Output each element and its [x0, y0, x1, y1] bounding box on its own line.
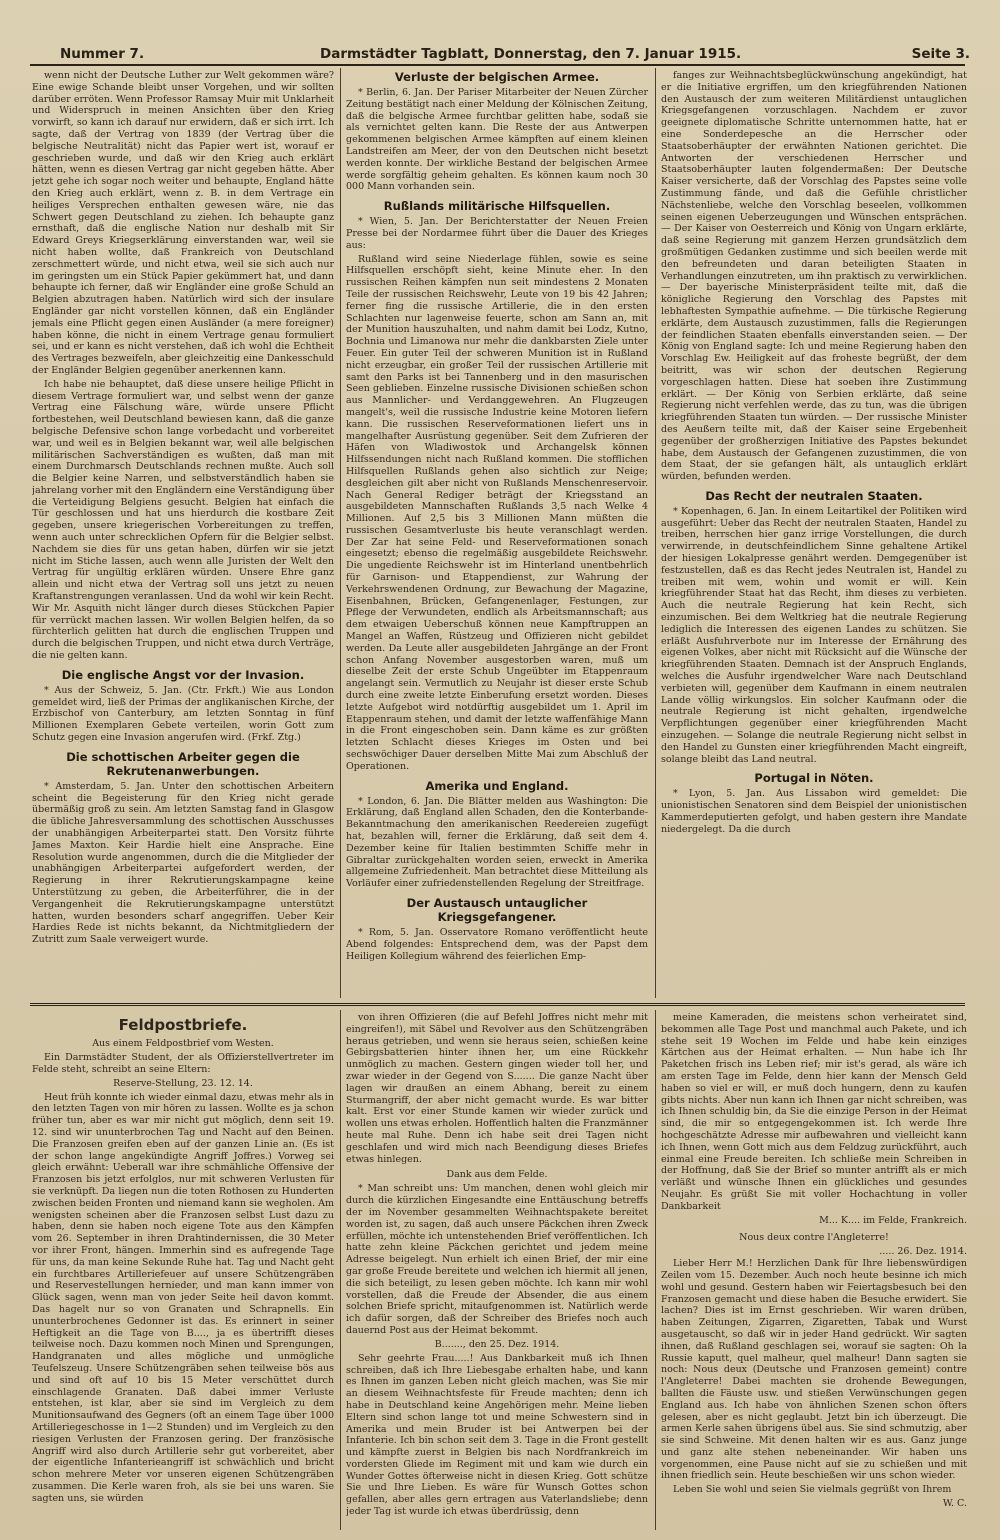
article-paragraph: * Wien, 5. Jan. Der Berichterstatter der Neuen Freien Presse bei der Nordarmee führt über die Dauer des Krieges aus:: [346, 216, 648, 251]
article-paragraph: Ich habe nie behauptet, daß diese unsere heilige Pflicht in diesem Vertrage formuliert war, und selbst wenn der ganze Vertrag eine Fälschung wäre, würde unsere Pflicht fortbestehen, weil Deutschland bewiesen kann, daß die ganze belgische Defensive schon lange vorbedacht und vorbereitet war, und weil es in Belgien bekannt war, weil alle belgischen militärischen Sachverständigen es wußten, daß man mit einem Durchmarsch Deutschlands rechnen mußte. Auch soll die Belgier keine Narren, und selbstverständlich haben sie jahrelang vorher mit den Engländern eine Verständigung über die Verteidigung Belgiens gesucht. Belgien hat einfach die Tür geschlossen und hat uns hierdurch die kostbare Zeit gegeben, unsere kriegerischen Vorbereitungen zu treffen, wenn auch unter schrecklichen Opfern für die Belgier selbst. Nachdem sie dies für uns getan haben, dürfen wir sie jetzt nicht im Stiche lassen, auch wenn alle Juristen der Welt den Vertrag für ungültig erklären würden. Unsere Ehre ganz allein und nicht etwa der Vertrag soll uns jetzt zu neuen Kraftanstrengungen veranlassen. Und da wohl wir kein Recht. Wir Mr. Asquith nicht länger durch dieses Stückchen Papier für verrückt machen lassen. Wir wollen Belgien helfen, da so fürchterlich gelitten hat durch die englischen Truppen und durch die belgischen Truppen, und nicht etwa durch Verträge, die nie gelten kann.: [32, 378, 334, 662]
feldpost-column-2: [346, 1012, 648, 1532]
headline-invasion: Die englische Angst vor der Invasion.: [61, 667, 305, 682]
feldpost-column-3: [661, 1012, 967, 1532]
article-paragraph: * Lyon, 5. Jan. Aus Lissabon wird gemeldet: Die unionistischen Senatoren sind dem Beispiel der unionistischen Kammerdeputierten gefolgt, und haben gestern ihre Mandate niedergelegt. Da die durch: [661, 788, 967, 835]
letter-subtitle-french: Nous deux contre l'Angleterre!: [739, 1232, 889, 1244]
article-paragraph: * Aus der Schweiz, 5. Jan. (Ctr. Frkft.) Wie aus London gemeldet wird, ließ der Primas der anglikanischen Kirche, der Erzbischof von Canterbury, am letzten Sonntag in fünf Millionen Exemplaren Gebete verteilen, worin Gott zum Schutz gegen eine Invasion angerufen wird. (Frkf. Ztg.): [32, 684, 334, 744]
feldpost-subtitle: Aus einem Feldpostbrief vom Westen.: [92, 1038, 274, 1049]
column-1: [32, 70, 334, 998]
letter-paragraph: Heut früh konnte ich wieder einmal dazu, etwas mehr als in den letzten Tagen von mir hören zu lassen. Wollte es ja schon früher tun, aber es war mir nicht gut möglich, denn seit 19. 12. sind wir ununterbrochen Tag und Nacht auf den Beinen. Die Franzosen greifen eben auf der ganzen Linie an. (Es ist der schon lange angekündigte Angriff Joffres.) Vorweg sei gleich erwähnt: Ueberall war ihre schmähliche Offensive der Franzosen bis jetzt erfolglos, nur mit schweren Verlusten für sie verknüpft. Da liegen nun die toten Rothosen zu Hunderten zwischen beiden Fronten und niemand kann sie wegholen. Am wenigsten scheinen aber die Franzosen selbst Lust dazu zu haben, denn sie haben noch eigene Tote aus den Kämpfen vom 26. September in ihren Drahtindernissen, die 30 Meter vor ihrer Front, hängen. Immerhin sind es aufregende Tage für uns, da man keine Sekunde Ruhe hat. Tag und Nacht geht ein furchtbares Artilleriefeuer auf unsere Schützengräben und Reservestellungen hernieder, und man kann immer von Glück sagen, wenn man von jeder Seite heil davon kommt. Das hagelt nur so von Granaten und Schrapnells. Ein ununterbrochenes Gedonner ist das. Es erinnert in seiner Heftigkeit an die Tage von B...., ja es übertrifft dieses teilweise noch. Dazu kommen noch Minen und Sprengungen, Handgranaten und alles mögliche und unmögliche Teufelszeug. Unsere Schützengräben sehen teilweise bös aus und sind oft auf 10 bis 15 Meter verschüttet durch einschlagende Granaten. Daß dabei immer Verluste entstehen, ist klar, aber sie sind im Vergleich zu dem Munitionsaufwand des Gegners (oft an einem Tage über 1000 Artilleriegeschosse in 1—2 Stunden) und im Vergleich zu den riesigen Verlusten der Franzosen gering. Der französische Angriff wird also durch Artillerie sehr gut vorbereitet, aber der eigentliche Infanterieangriff ist schwächlich und bricht schon mehrere Meter vor unseren eigenen Schützengräben zusammen. Die Kerle waren froh, als sie bei uns waren. Sie sagten uns, sie würden: [32, 1091, 334, 1504]
column-divider: [655, 1010, 656, 1530]
headline-prisoner-exchange: Der Austausch untauglicher Kriegsgefangener.: [406, 896, 588, 924]
article-paragraph: Rußland wird seine Niederlage fühlen, sowie es seine Hilfsquellen erschöpft sieht, keine Minute eher. In den russischen Reihen kämpfen nun seit mindestens 2 Monaten Teile der russischen Reichswehr, Leute von 19 bis 42 Jahren; ferner fing die russische Artillerie, die in den ersten Schlachten nur lagenweise feuerte, schon am Sann an, mit der Munition hauszuhalten, und nahm damit bei Lodz, Kutno, Bochnia und Limanowa nur mehr die dankbarsten Ziele unter Feuer. Ein guter Teil der schweren Munition ist in Rußland nicht erzeugbar, ein großer Teil der russischen Artillerie mit samt den Parks ist bei Tannenberg und in den masurischen Seen geblieben. Einzelne russische Divisionen schießen schon aus Mannlicher- und Verdanggewehren. An Flugzeugen mangelt's, weil die russische Industrie keine Motoren liefern kann. Die russischen Reserveformationen liefert uns in mangelhafter Ausrüstung gegenüber. Seit dem Zufrieren der Häfen von Wladiwostok und Archangelsk können Hilfssendungen nicht nach Rußland kommen. Die stofflichen Hilfsquellen Rußlands gehen also sichtlich zur Neige; desgleichen gilt aber nicht von Rußlands Menschenreservoir. Nach General Rediger beträgt der Kriegsstand an ausgebildeten Mannschaften Rußlands 3,5 nach Welke 4 Millionen. Auf 2,5 bis 3 Millionen Mann müßten die russischen Gesamtverluste bis heute veranschlagt werden. Der Zar hat seine Feld- und Reserveformationen sonach eingesetzt; ebenso die regelmäßig ausgebildete Reichswehr. Die ungediente Reichswehr ist im Hinterland unentbehrlich für Garnison- und Etappendienst, zur Wahrung der Verkehrswendenen Ordnung, zur Bewachung der Magazine, Eisenbahnen, Brücken, Gefangenenlager, Festungen, zur Pflege der Verwundeten, endlich als Arbeitsmannschaft; aus dem etwaigen Ueberschuß können neue Kampftruppen an Mangel an Waffen, Rüstzeug und Offizieren nicht gebildet werden. Da Leute aller ausgebildeten Jahrgänge an der Front schon Anfang November ausgestorben waren, muß um dieselbe Zeit der erste Schub Ungeübter im Etappenraum angelangt sein. Vermutlich zu Neujahr ist dieser erste Schub durch eine zweite letzte Einberufung ersetzt worden. Dieses letzte Aufgebot wird notdürftig ausgebildet um 1. April im Etappenraum stehen, und damit der letzte waffenfähige Mann in die Front eingeschoben sein. Dann käme es zur größten letzten Schlacht dieses Krieges im Osten und bei sechswöchiger Dauer derselben Mitte Mai zum Abschluß der Operationen.: [346, 253, 648, 772]
article-paragraph: * Berlin, 6. Jan. Der Pariser Mitarbeiter der Neuen Zürcher Zeitung bestätigt nach einer Meldung der Kölnischen Zeitung, daß die belgische Armee furchtbar gelitten habe, sodaß sie als vernichtet gelten kann. Die Reste der aus Antwerpen gekommenen belgischen Armee kämpften auf einem kleinen Landstreifen am Meer, der von den Deutschen nicht besetzt werden konnte. Der wirkliche Bestand der belgischen Armee werde sorgfältig geheim gehalten. Es können kaum noch 30 000 Mann vorhanden sein.: [346, 87, 648, 193]
headline-russia-resources: Rußlands militärische Hilfsquellen.: [383, 199, 611, 214]
section-rule: [30, 1003, 965, 1006]
masthead-title: Darmstädter Tagblatt, Donnerstag, den 7. Januar 1915.: [320, 46, 742, 62]
headline-portugal: Portugal in Nöten.: [754, 771, 874, 786]
letter-paragraph: Lieber Herr M.! Herzlichen Dank für Ihre liebenswürdigen Zeilen vom 15. Dezember. Auch noch heute besinne ich mich wohl und gesund. Gestern haben wir Feiertagsbesuch bei den Franzosen gemacht und diese haben die Besuche erwidert. Sie lachen? Dies ist im Ernst geschrieben. Wir waren drüben, haben Zeitungen, Zigarren, Zigaretten, Tabak und Wurst ausgetauscht, so daß wir in jeder Hand gedrückt. Wir sagten ihnen, daß Rußland geschlagen sei, worauf sie sagten: Oh la Russie kaputt, quel malheur, quel malheur! Dann sagten sie noch: Nous deux (Deutsche und Franzosen gemeint) contre l'Angleterre! Dabei machten sie drohende Bewegungen, ballten die Fäuste usw. und stießen Verwünschungen gegen England aus. Ich habe von ähnlichen Szenen schon öfters gelesen, aber es nicht geglaubt. Jetzt bin ich überzeugt. Die armen Kerle sahen übrigens übel aus. Sie sind schmutzig, aber sie sind Schweine. Mit denen halten wir es aus. Ganz junge und ganz alte stehen nebeneinander. Wir haben uns vorgenommen, eine Pause nicht auf sie zu schießen und mit ihnen friedlich sein. Heute beschießen wir uns schon wieder.: [661, 1258, 967, 1482]
header-rule: [30, 64, 965, 66]
thanks-subtitle: Dank aus dem Felde.: [446, 1169, 548, 1181]
letter-dateline: ..... 26. Dez. 1914.: [879, 1246, 967, 1258]
article-paragraph: fanges zur Weihnachtsbeglückwünschung angekündigt, hat er die Initiative ergriffen, um den kriegführenden Nationen den Austausch der zum weiteren Militärdienst untauglichen Kriegsgefangenen vorzuschlagen. Nachdem er zuvor geeignete diplomatische Schritte unternommen hatte, hat er eine Sonderdepesche an die Herrscher oder Staatsoberhäupter der erwähnten Nationen gerichtet. Die Antworten der verschiedenen Herrscher und Staatsoberhäupter lauten folgendermaßen: Der Deutsche Kaiser versicherte, daß der Vorschlag des Papstes seine volle Zustimmung fände, und daß die Gefühle christlicher Nächstenliebe, welche den Vorschlag beseelen, vollkommen seinen eigenen Ueberzeugungen und Wünschen entsprächen. — Der Kaiser von Oesterreich und König von Ungarn erklärte, daß seine Regierung mit ganzem Herzen grundsätzlich dem großmütigen Gedanken zustimme und sich beeilen werde mit den befreundeten und daran beteiligten Staaten in Verhandlungen einzutreten, um ihn praktisch zu verwirklichen. — Der bayerische Ministerpräsident teilte mit, daß die königliche Regierung den Vorschlag des Papstes mit lebhaftesten Sympathie aufnehme. — Die türkische Regierung erklärte, dem Austausch zuzustimmen, falls die Regierungen der feindlichen Staaten ebenfalls einverstanden seien. — Der König von England sagte: Ich und meine Regierung haben den Vorschlag Ew. Heiligkeit auf das froheste begrüßt, der dem beitritt, was wir schon der deutschen Regierung vorgeschlagen hatten. Diese hat soeben ihre Zustimmung erklärt. — Der König von Serbien erklärte, daß seine Regierung nicht verfehlen werde, das zu tun, was die übrigen kriegführenden Staaten tun würden. — Der russische Minister des Aeußern teilte mit, daß der Kaiser seine Ergebenheit gegenüber der großherzigen Initiative des Papstes bekundet habe, dem Austausch der Gefangenen zuzustimmen, die von dem Staat, der sie gefangen hält, als untauglich erklärt würden, befunden werden.: [661, 70, 967, 483]
letter-paragraph: Leben Sie wohl und seien Sie vielmals gegrüßt von Ihrem: [673, 1484, 952, 1496]
letter-intro: Ein Darmstädter Student, der als Offizierstellvertreter im Felde steht, schreibt an seine Eltern:: [32, 1052, 334, 1075]
headline-america-england: Amerika und England.: [425, 778, 569, 793]
column-divider: [340, 68, 341, 998]
article-paragraph: * Rom, 5. Jan. Osservatore Romano veröffentlicht heute Abend folgendes: Entsprechend dem, was der Papst dem Heiligen Kollegium während des feierlichen Emp-: [346, 927, 648, 962]
letter-paragraph: Sehr geehrte Frau.....! Aus Dankbarkeit muß ich Ihnen schreiben, daß ich Ihre Liebesgabe erhalten habe, und kann es Ihnen im ganzen Leben nicht gleich machen, was Sie mir an diesem Weihnachtsfeste für Freude machten; denn ich habe in Deutschland keine Angehörigen mehr. Meine lieben Eltern sind schon lange tot und meine Schwestern sind in Amerika und mein Bruder ist bei Antwerpen bei der Infanterie. Ich bin schon seit dem 3. Tage in die Front gestellt und kämpfte zuerst in Belgien bis nach Nordfrankreich im vordersten Gliede im Regiment mit und kam wie durch ein Wunder Gottes öfterweise nicht in diesen Krieg. Gott schütze Sie und Ihre Lieben. Es wäre für Wunsch Gottes schon gefallen, aber alles gern ertragen aus Vaterlandsliebe; denn jeder Tag ist wurde ich etwas überdrüssig, denn: [346, 1352, 648, 1518]
column-divider: [340, 1010, 341, 1530]
issue-number: Nummer 7.: [60, 46, 145, 62]
page-header: [30, 40, 970, 66]
headline-neutral-rights: Das Recht der neutralen Staaten.: [705, 488, 923, 503]
column-3: [661, 70, 967, 998]
letter-dateline: Reserve-Stellung, 23. 12. 14.: [113, 1077, 253, 1089]
headline-belgian-losses: Verluste der belgischen Armee.: [394, 70, 600, 84]
page-number: Seite 3.: [911, 46, 970, 62]
column-2: [346, 70, 648, 998]
letter-dateline: B......., den 25. Dez. 1914.: [434, 1338, 560, 1350]
article-paragraph: wenn nicht der Deutsche Luther zur Welt gekommen wäre? Eine ewige Schande bleibt unser Vorgehen, und wir sollten darüber erröten. Wenn Professor Ramsay Muir mit Unklarheit und Widerspruch in meinen Ansichten über den Krieg vorwirft, so kann ich darauf nur erwidern, daß er sich irrt. Ich sagte, daß der Vertrag von 1839 (der Vertrag über die belgische Neutralität) nicht das Papier wert ist, worauf er geschrieben wurde, und daß wir den Krieg auch erklärt hätten, wenn es diesen Vertrag gar nicht gegeben hätte. Aber jetzt gehe ich sogar noch weiter und behaupte, England hätte den Krieg auch erklärt, wenn z. B. in dem Vertrage ein heiliges Versprechen enthalten gewesen wäre, nie das Schwert gegen Deutschland zu ziehen. Ich behaupte ganz ernsthaft, daß die englische Nation nur deshalb mit Sir Edward Greys Kriegserklärung einverstanden war, weil sie nicht haben wollte, daß Frankreich von Deutschland zerschmettert würde, und nicht etwa, weil sie sich auch nur im geringsten um ein Stück Papier gekümmert hat, und dann behaupte ich ferner, daß wir Engländer eine große Schuld an Belgien abzutragen haben. Natürlich wird sich der insulare Engländer gar nicht vorstellen können, daß ein Engländer jemals eine Pflicht gegen einen Ausländer (a mere foreigner) haben könne, die nicht in einem Vertrage genau formuliert sei, und er kann es nicht verstehen, daß ich wohl die Echtheit des Vertrages bezweifeln, aber gleichzeitig eine Dankesschuld der Engländer Belgien gegenüber anerkennen kann.: [32, 70, 334, 376]
article-paragraph: * Kopenhagen, 6. Jan. In einem Leitartikel der Politiken wird ausgeführt: Ueber das Recht der neutralen Staaten, Handel zu treiben, herrschen hier ganz irrige Vorstellungen, die durch verwirrende, in deutschfeindlichem Sinne gehaltene Artikel der hiesigen Lokalpresse genährt werden. Demgegenüber ist festzustellen, daß es das Recht jedes Neutralen ist, Handel zu treiben mit wem, wohin und womit er will. Kein kriegführender Staat hat das Recht, ihm dieses zu verbieten. Auch die neutrale Regierung hat kein Recht, sich einzumischen. Bei dem Weltkrieg hat die neutrale Regierung lediglich die Interessen des eigenen Landes zu schützen. Sie erläßt Ausfuhrverbote nur im Interesse der Ernährung des eigenen Volkes, aber nicht mit Rücksicht auf die Wünsche der kriegführenden Staaten. Demnach ist der Anspruch Englands, welches die Ausfuhr irgendwelcher Ware nach Deutschland verbieten will, gegenüber dem Kaufmann in einem neutralen Lande völlig wirkungslos. Ein solcher Kaufmann oder die neutrale Regierung ist nicht gehalten, irgendwelche Verpflichtungen gegenüber einer kriegführenden Macht einzugehen. — Solange die neutrale Regierung nicht selbst in den Handel zu Gunsten einer kriegführenden Macht eingreift, solange bleibt das Land neutral.: [661, 505, 967, 765]
feldpost-title: Feldpostbriefe.: [118, 1016, 248, 1034]
letter-signature: M... K.... im Felde, Frankreich.: [819, 1214, 967, 1226]
letter-paragraph: * Man schreibt uns: Um manchen, denen wohl gleich mir durch die kürzlichen Eingesandte eine Enttäuschung betreffs der im November gesammelten Weihnachtspakete bereitet worden ist, zu sagen, daß auch unsere Päckchen ihren Zweck erfüllen, möchte ich untenstehenden Brief veröffentlichen. Ich hatte zehn kleine Päckchen gerichtet und jedem meine Adresse beigelegt. Nun erhielt ich einen Brief, der mir eine gar große Freude bereitete und welchen ich hiermit all jenen, die sich beteiligt, zu lesen geben möchte. Ich kann mir wohl vorstellen, daß die Freude der Absender, die aus einem solchen Briefe spricht, mitaufgenommen ist. Natürlich werde ich dafür sorgen, daß der Schreiber des Briefes noch auch dauernd Post aus der Heimat bekommt.: [346, 1183, 648, 1336]
article-paragraph: * London, 6. Jan. Die Blätter melden aus Washington: Die Erklärung, daß England allen Schaden, den die Konterbande-Bekanntmachung den amerikanischen Reedereien zugefügt hat, bezahlen will, ferner die Erklärung, daß seit dem 4. Dezember keine für Italien bestimmten Schiffe mehr in Gibraltar zurückgehalten worden seien, erweckt in Amerika allgemeine Zufriedenheit. Man betrachtet diese Mitteilung als Vorläufer einer zufriedenstellenden Regelung der Streitfrage.: [346, 795, 648, 890]
feldpost-column-1: [32, 1010, 334, 1532]
letter-signature: W. C.: [942, 1498, 967, 1510]
letter-paragraph: von ihren Offizieren (die auf Befehl Joffres nicht mehr mit eingreifen!), mit Säbel und Revolver aus den Schützengräben heraus getrieben, und wenn sie heraus seien, schießen keine Gebirgsbatterien hinter ihnen her, um eine Rückkehr unmöglich zu machen. Gestern gingen wieder toll her, und zwar wieder in der Gegend von S....... Die ganze Nacht über lagen wir draußen an einem Abhang, bereit zu einem Sturmangriff, der aber nicht gemacht wurde. Es war bitter kalt. Erst vor einer Stunde kamen wir wieder zurück und wollen uns etwas erholen. Hoffentlich halten die Franzmänner heute mal Ruhe. Denn ich habe seit drei Tagen nicht geschlafen und wird mich nach Beendigung dieses Briefes etwas hinlegen.: [346, 1012, 648, 1165]
headline-scottish-workers: Die schottischen Arbeiter gegen die Rekrutenanwerbungen.: [66, 749, 300, 778]
letter-paragraph: meine Kameraden, die meistens schon verheiratet sind, bekommen alle Tage Post und manchmal auch Pakete, und ich stehe seit 19 Wochen im Felde und habe kein einziges Kärtchen aus der Heimat erhalten. — Nun habe ich Ihr Paketchen frisch ins Leben rief; mir ist's gerad, als wäre ich am ersten Tage im Felde, denn hier kann der Mensch Geld haben so viel er will, er muß doch hungern, denn zu kaufen gibts nichts. Aber nun kann ich Ihnen gar nicht schreiben, was ich Ihnen schuldig bin, da Sie die einzige Person in der Heimat sind, die mir so entgegengekommen ist. Ich werde Ihre hochgeschätzte Adresse mir aufbewahren und vielleicht kann ich Ihnen, wenn Gott mich aus dem Feldzug zurückführt, auch einmal eine Freude bereiten. Ich schließe mein Schreiben in der Hoffnung, daß Sie der Brief so munter antrifft als er mich verläßt und wünsche Ihnen ein glückliches und gesundes Neujahr. Es grüßt Sie mit voller Hochachtung in voller Dankbarkeit: [661, 1012, 967, 1212]
column-divider: [655, 68, 656, 998]
article-paragraph: * Amsterdam, 5. Jan. Unter den schottischen Arbeitern scheint die Begeisterung für den Krieg nicht gerade übermäßig groß zu sein. Am letzten Samstag fand in Glasgow die übliche Jahresversammlung des schottischen Ausschusses der unabhängigen Arbeiterpartei statt. Den Vorsitz führte James Maxton. Keir Hardie hielt eine Ansprache. Eine Resolution wurde angenommen, durch die die Mitglieder der unabhängigen Arbeiterpartei aufgefordert werden, der Regierung in ihrer Rekrutierungskampagne keine Unterstützung zu geben, die Arbeiterführer, die in der Vergangenheit die Rekrutierungskampagne unterstützt hatten, wurden besonders scharf angegriffen. Ueber Keir Hardies Rede ist nichts bekannt, da Nichtmitgliedern der Zutritt zum Saale verweigert wurde.: [32, 780, 334, 946]
